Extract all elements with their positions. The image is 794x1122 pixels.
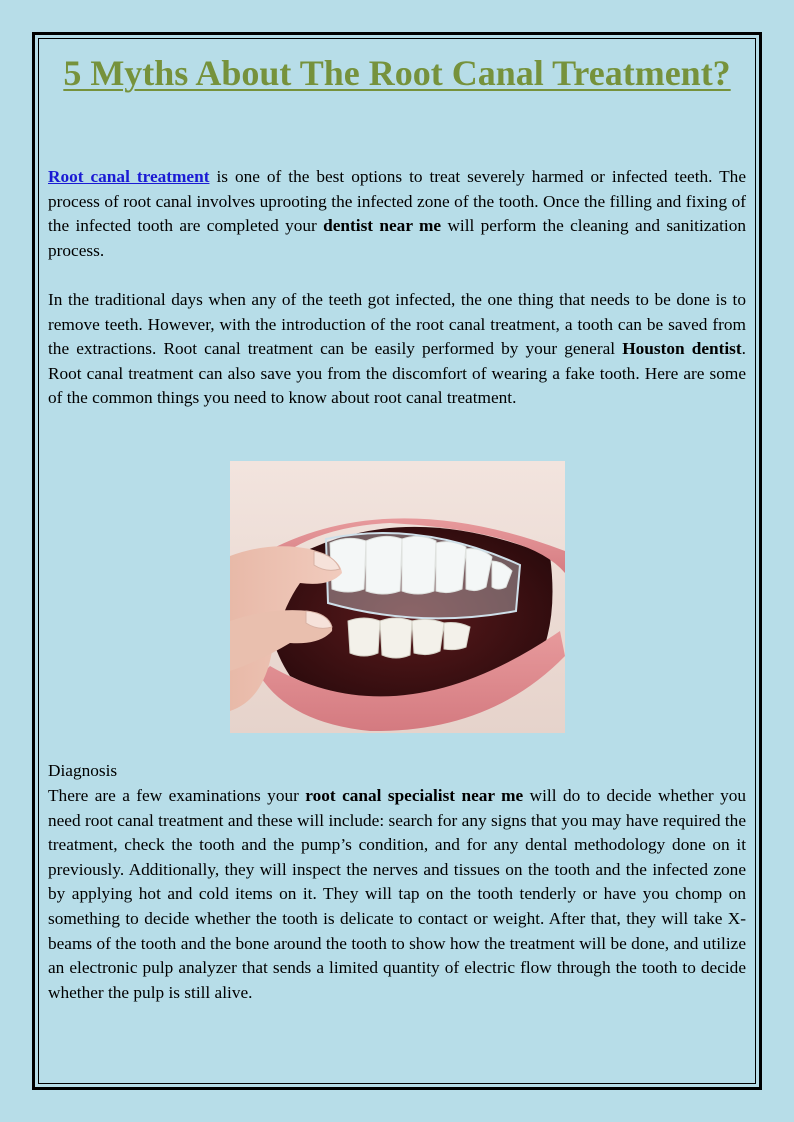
history-text-a: In the traditional days when any of the teeth got infected, the one thing that needs to be done is to remove teeth. However, with the introduction of the root canal treatment, a tooth can be saved from the extractions. Root canal treatment can be easily performed by your general bbox=[48, 290, 746, 359]
intro-text-a: is one of the best options to treat severely harmed or infected teeth. The process of root canal involves uprooting the infected zone of the tooth. Once the filling and fixing of the infected tooth are completed your bbox=[48, 167, 746, 236]
diagnosis-bold-keyword: root canal specialist near me bbox=[305, 786, 524, 805]
page-title: 5 Myths About The Root Canal Treatment? bbox=[63, 53, 731, 93]
teeth-aligner-photo bbox=[230, 461, 565, 733]
root-canal-treatment-link[interactable]: Root canal treatment bbox=[48, 167, 210, 186]
history-paragraph bbox=[48, 288, 746, 411]
history-bold-keyword: Houston dentist bbox=[622, 339, 742, 359]
intro-bold-keyword: dentist near me bbox=[323, 216, 442, 236]
intro-text-b: will perform the cleaning and sanitization process. bbox=[48, 216, 746, 260]
diagnosis-text-b: will do to decide whether you need root canal treatment and these will include: search for any signs that you may have required the treatment, check the tooth and the pump’s condition, and for any dental methodology done on it previously. Additionally, they will inspect the nerves and tissues on the tooth and the infected zone by applying hot and cold items on it. They will tap on the tooth tenderly or have you chomp on something to decide whether the tooth is delicate to contact or weight. After that, they will take X-beams of the tooth and the bone around the tooth to show how the treatment will be done, and utilize an electronic pulp analyzer that sends a limited quantity of electric flow through the tooth to decide whether the pulp is still alive. bbox=[48, 786, 746, 1002]
intro-paragraph bbox=[48, 165, 746, 263]
diagnosis-text-a: There are a few examinations your bbox=[48, 786, 306, 805]
diagnosis-heading: Diagnosis bbox=[48, 761, 118, 780]
history-text-b: . Root canal treatment can also save you from the discomfort of wearing a fake tooth. Here are some of the common things you need to know about root canal treatment. bbox=[48, 339, 746, 408]
diagnosis-paragraph bbox=[48, 784, 746, 1005]
